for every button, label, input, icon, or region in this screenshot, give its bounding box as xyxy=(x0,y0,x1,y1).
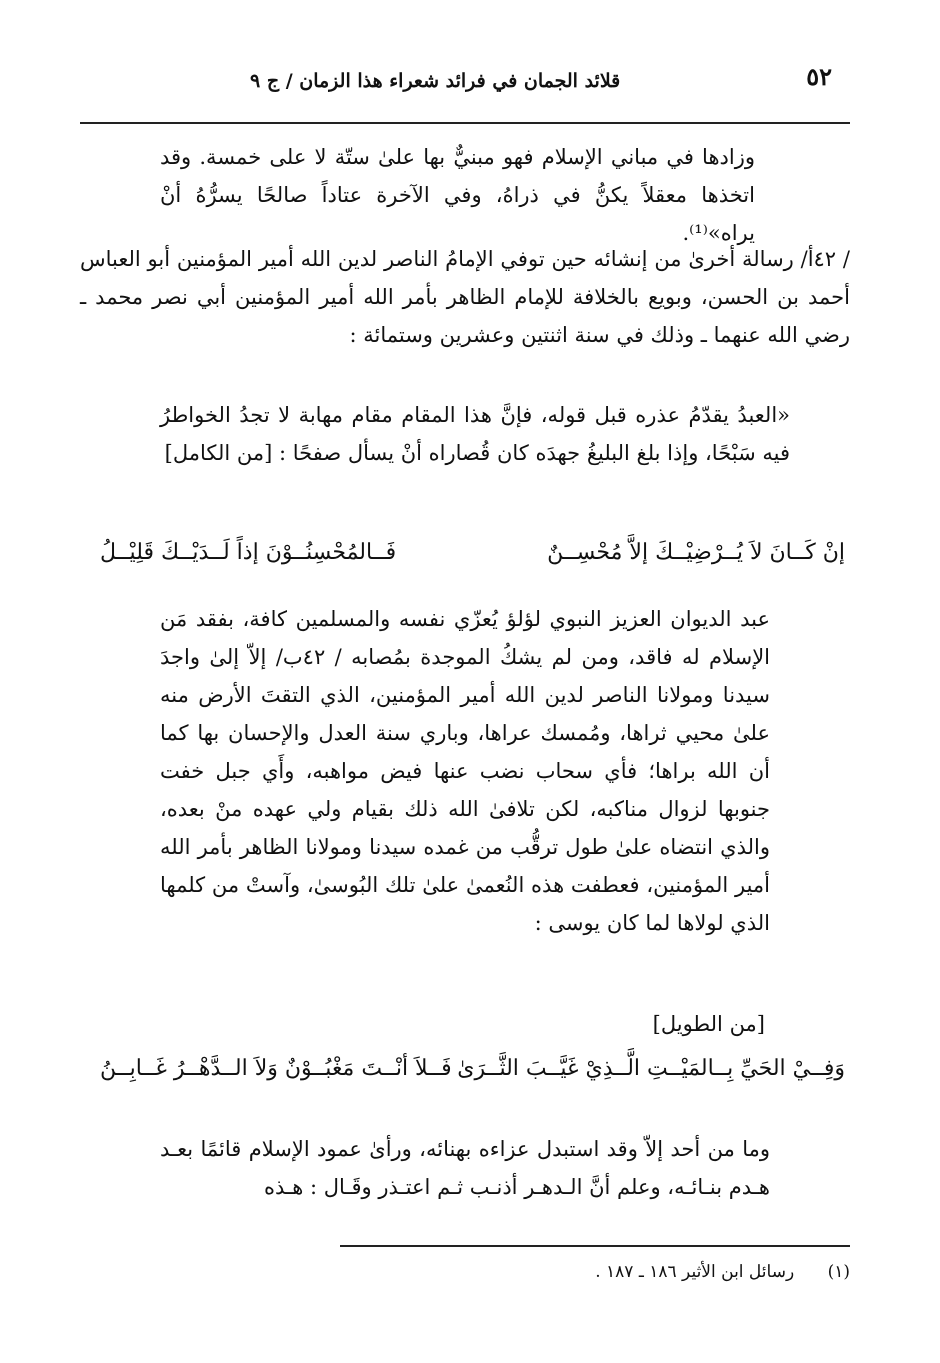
verse-line xyxy=(85,540,845,580)
paragraph-letter-opening: «العبدُ يقدّمُ عذره قبل قوله، فإنَّ هذا المقام مقام مهابة لا تجدُ الخواطرُ فيه سَبْحًا، وإذا بلغ البليغُ جهدَه كان قُصاراه أنْ يسأل صفحًا : [من الكامل] xyxy=(160,403,790,465)
page-number: ٥٢ xyxy=(806,62,832,91)
footnote xyxy=(595,1262,850,1282)
verse-line xyxy=(85,1056,845,1096)
footnote-number: (١) xyxy=(827,1262,850,1282)
paragraph-condolence: عبد الديوان العزيز النبوي لؤلؤ يُعزّي نفسه والمسلمين كافة، بفقد مَن الإسلام له فاقد، ومن لم يشكُ الموجدة بمُصابه / ٤٢ب/ إلاّ إلىٰ واجدَ سيدنا ومولانا الناصر لدين الله أمير المؤمنين، الذي التقتَ الأرض منه علىٰ محيي ثراها، ومُمسك عراها، وباري سنة العدل والإحسان بها كما أن الله براها؛ فأي سحاب نضب عنها فيض مواهبه، وأَي جبل خفت جنوبها لزوال مناكبه، لكن تلافىٰ الله ذلك بقيام ولي عهده منْ بعده، والذي انتضاه علىٰ طول ترقُّب من غمده سيدنا ومولانا الظاهر بأمر الله أمير المؤمنين، فعطفت هذه النُعمىٰ علىٰ تلك البُوسىٰ، وآستْ من كلمها الذي لولاها لما كان يوسى : xyxy=(160,607,770,935)
meter-label: [من الطويل] xyxy=(652,1012,765,1036)
footnote-text: رسائل ابن الأثير ١٨٦ ـ ١٨٧ . xyxy=(595,1262,795,1282)
paragraph-closing: وما من أحد إلاّ وقد استبدل عزاءه بهنائه، ورأىٰ عمود الإسلام قائمًا بعـد هـدم بنـائـه، وعلم أنَّ الـدهـر أذنـب ثـم اعتـذر وقَـال : هـذه xyxy=(160,1137,770,1199)
paragraph-letter-intro: / ٤٢أ/ رسالة أخرىٰ من إنشائه حين توفي الإمامُ الناصر لدين الله أمير المؤمنين أبو العباس أحمد بن الحسن، وبويع بالخلافة للإمام الظاهر بأمر الله أمير المؤمنين أبي نصر محمد ـ رضي الله عنهما ـ وذلك في سنة اثنتين وعشرين وستمائة : xyxy=(80,247,850,347)
verse-second-hemistich: فَــالمُحْسِنُــوْنَ إذاً لَــدَيْــكَ قَلِيْــلُ xyxy=(100,540,397,565)
running-title: قلائد الجمان في فرائد شعراء هذا الزمان / ج ٩ xyxy=(250,70,621,92)
page-header xyxy=(80,52,850,102)
paragraph-continuation: وزادها في مباني الإسلام فهو مبنيٌّ بها علىٰ ستّة لا على خمسة. وقد اتخذها معقلاً يكنُّ في ذراهُ، وفي الآخرة عتاداً صالحًا يسرُّهُ أنْ يراه»⁽¹⁾. xyxy=(160,145,755,245)
footnote-divider xyxy=(340,1245,850,1247)
verse-second-hemistich: فَــلاَ أنْــتَ مَغْبُــوْنٌ وَلاَ الــدَّهْــرُ غَــابِــنُ xyxy=(100,1056,452,1081)
verse-first-hemistich: وَفِــيْ الحَيِّ بِــالمَيْــتِ الَّــذِيْ غَيَّــبَ الثَّــرَىٰ xyxy=(457,1056,845,1081)
header-divider xyxy=(80,122,850,124)
verse-first-hemistich: إنْ كَــانَ لاَ يُــرْضِيْــكَ إلاَّ مُحْسِــنٌ xyxy=(547,540,845,565)
